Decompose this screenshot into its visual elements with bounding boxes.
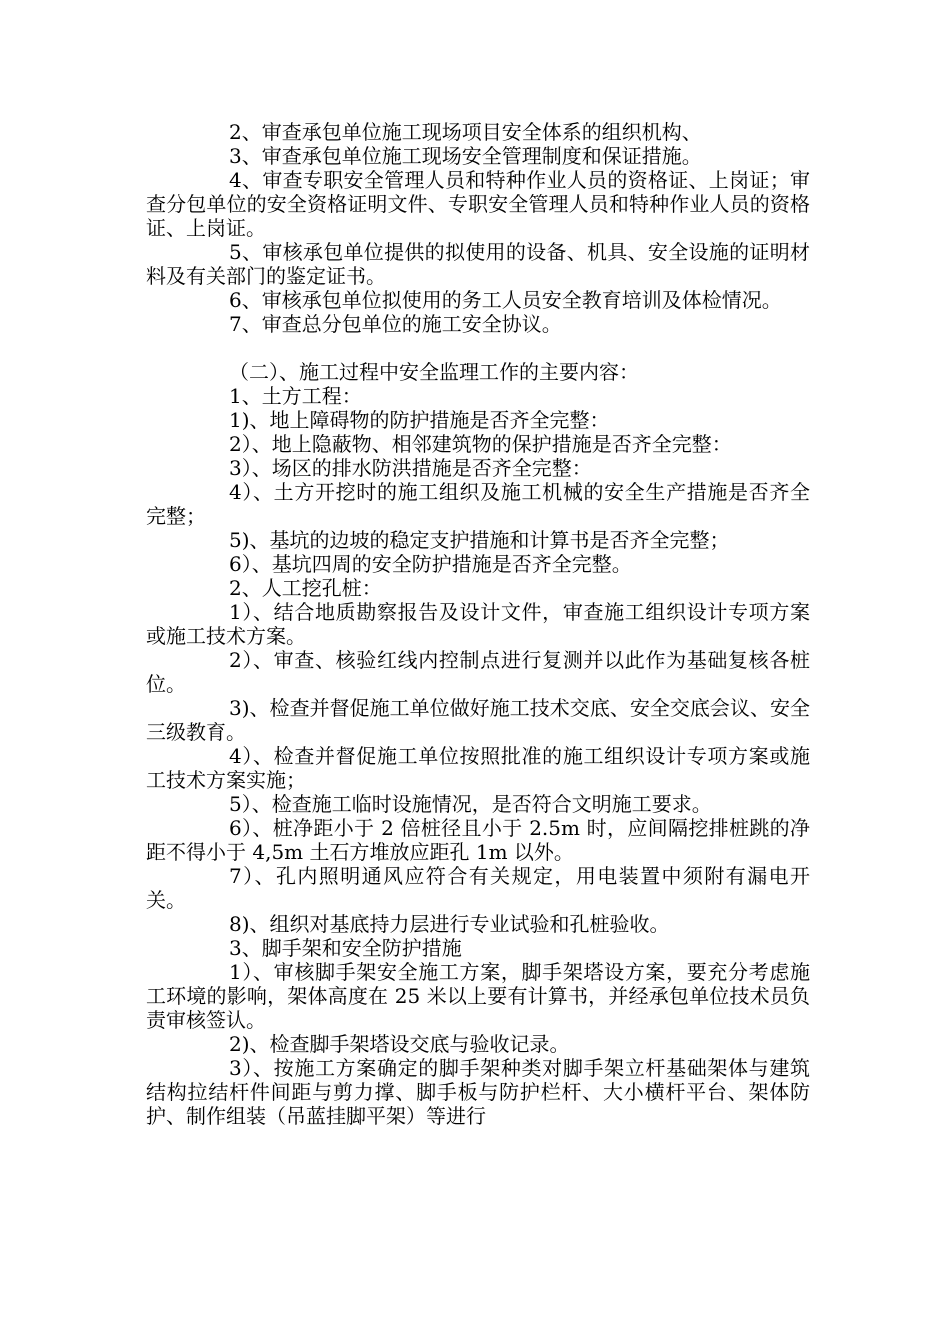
list-item: 2、审查承包单位施工现场项目安全体系的组织机构、 <box>229 120 702 144</box>
subsection-heading-earthwork: 1、土方工程： <box>229 384 362 408</box>
list-item: 3)、检查并督促施工单位做好施工技术交底、安全交底会议、安全三级教育。 <box>146 696 810 744</box>
list-item: 2)、检查脚手架塔设交底与验收记录。 <box>229 1032 570 1056</box>
list-item: 2）、审查、核验红线内控制点进行复测并以此作为基础复核各桩位。 <box>146 648 810 696</box>
list-item: 3、审查承包单位施工现场安全管理制度和保证措施。 <box>229 144 702 168</box>
list-item: 1）、审核脚手架安全施工方案，脚手架塔设方案，要充分考虑施工环境的影响，架体高度在 25 米以上要有计算书，并经承包单位技术员负责审核签认。 <box>146 960 810 1032</box>
document-page <box>146 120 810 1128</box>
list-item: 8)、组织对基底持力层进行专业试验和孔桩验收。 <box>229 912 670 936</box>
section-title: （二）、施工过程中安全监理工作的主要内容： <box>229 360 639 384</box>
list-item: 4）、检查并督促施工单位按照批准的施工组织设计专项方案或施工技术方案实施； <box>146 744 810 792</box>
list-item: 3）、场区的排水防洪措施是否齐全完整： <box>229 456 592 480</box>
list-item: 6、审核承包单位拟使用的务工人员安全教育培训及体检情况。 <box>229 288 782 312</box>
list-item: 1）、结合地质勘察报告及设计文件，审查施工组织设计专项方案或施工技术方案。 <box>146 600 810 648</box>
list-item: 6）、桩净距小于 2 倍桩径且小于 2.5m 时，应间隔挖排桩跳的净距不得小于 4,5m 土石方堆放应距孔 1m 以外。 <box>146 816 810 864</box>
list-item: 4、审查专职安全管理人员和特种作业人员的资格证、上岗证；审查分包单位的安全资格证明文件、专职安全管理人员和特种作业人员的资格证、上岗证。 <box>146 168 810 240</box>
list-item: 4）、土方开挖时的施工组织及施工机械的安全生产措施是否齐全完整； <box>146 480 810 528</box>
list-item: 5、审核承包单位提供的拟使用的设备、机具、安全设施的证明材料及有关部门的鉴定证书。 <box>146 240 810 288</box>
list-item: 7、审查总分包单位的施工安全协议。 <box>229 312 562 336</box>
subsection-heading-piles: 2、人工挖孔桩： <box>229 576 382 600</box>
subsection-heading-scaffold: 3、脚手架和安全防护措施 <box>229 936 462 960</box>
list-item: 6）、基坑四周的安全防护措施是否齐全完整。 <box>229 552 632 576</box>
list-item: 2）、地上隐蔽物、相邻建筑物的保护措施是否齐全完整： <box>229 432 732 456</box>
list-item: 1)、地上障碍物的防护措施是否齐全完整： <box>229 408 610 432</box>
list-item: 3）、按施工方案确定的脚手架种类对脚手架立杆基础架体与建筑结构拉结杆件间距与剪力撑、脚手板与防护栏杆、大小横杆平台、架体防护、制作组装（吊蓝挂脚平架）等进行 <box>146 1056 810 1128</box>
list-item: 5）、检查施工临时设施情况，是否符合文明施工要求。 <box>229 792 712 816</box>
list-item: 5)、基坑的边坡的稳定支护措施和计算书是否齐全完整； <box>229 528 730 552</box>
list-item: 7）、孔内照明通风应符合有关规定，用电装置中须附有漏电开关。 <box>146 864 810 912</box>
